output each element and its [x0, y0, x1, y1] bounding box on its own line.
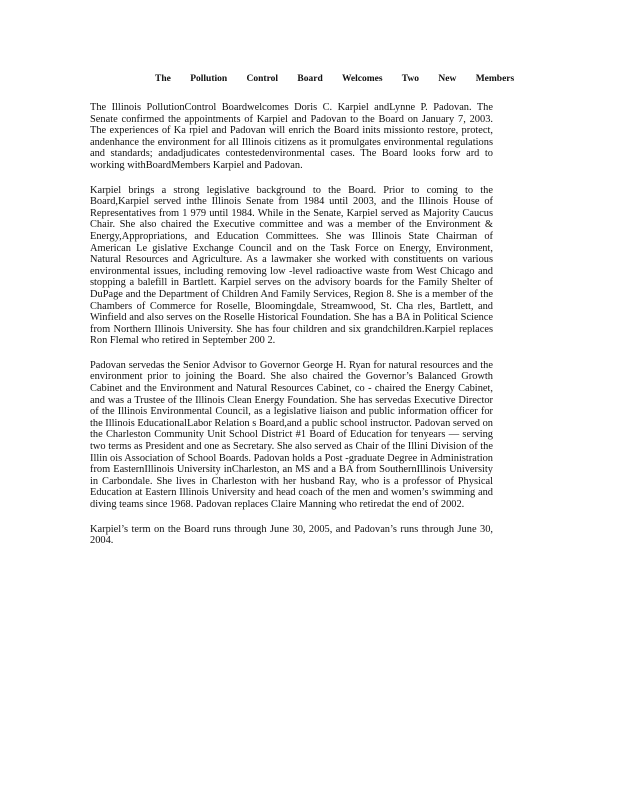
paragraph-padovan: Padovan servedas the Senior Advisor to Governor George H. Ryan for natural resources and the environment prior to joining the Board. She also chaired the Governor’s Balanced Growth Cabinet and the Environment and Natural Resources Cabinet, co - chaired the Energy Cabinet, and was a Trustee of the Illinois Clean Energy Foundation. She has servedas Executive Director of the Illinois Environmental Council, as a legislative liaison and public information officer for the Illinois EducationalLabor Relation s Board,and a public school instructor. Padovan served on the Charleston Community Unit School District #1 Board of Education for tenyears — serving two terms as President and one as Secretary. She also served as Chair of the Illini Division of the Illin ois Association of School Boards. Padovan holds a Post -graduate Degree in Administration from EasternIllinois University inCharleston, an MS and a BA from SouthernIllinois University in Carbondale. She lives in Charleston with her husband Ray, who is a professor of Physical Education at Eastern Illinois University and head coach of the men and women’s swimming and diving teams since 1968. Padovan replaces Claire Manning who retiredat the end of 2002. [90, 359, 493, 510]
paragraph-karpiel: Karpiel brings a strong legislative background to the Board. Prior to coming to the Board,Karpiel served inthe Illinois Senate from 1984 until 2003, and the Illinois House of Representatives from 1 979 until 1984. While in the Senate, Karpiel served as Majority Caucus Chair. She also chaired the Executive committee and was a member of the Environment & Energy,Appropriations, and Education Committees. She was Illinois State Chairman of American Le gislative Exchange Council and on the Task Force on Energy, Environment, Natural Resources and Agriculture. As a lawmaker she worked with constituents on various environmental issues, including removing low -level radioactive waste from West Chicago and stopping a balefill in Bartlett. Karpiel serves on the advisory boards for the Family Shelter of DuPage and the Department of Children And Family Services, Region 8. She is a member of the Chambers of Commerce for Roselle, Bloomingdale, Streamwood, St. Cha rles, Bartlett, and Winfield and also serves on the Roselle Historical Foundation. She has a BA in Political Science from Northern Illinois University. She has four children and six grandchildren.Karpiel replaces Ron Flemal who retired in September 200 2. [90, 184, 493, 347]
paragraph-intro: The Illinois PollutionControl Boardwelcomes Doris C. Karpiel andLynne P. Padovan. The Senate confirmed the appointments of Karpiel and Padovan to the Board on January 7, 2003. The experiences of Ka rpiel and Padovan will enrich the Board inits missionto restore, protect, andenhance the environment for all Illinois citizens as it promulgates environmental regulations and standards; andadjudicates contestedenvironmental cases. The Board looks forw ard to working withBoardMembers Karpiel and Padovan. [90, 102, 493, 171]
document-body [90, 102, 493, 560]
document-title: The Pollution Control Board Welcomes Two New Members [155, 74, 515, 84]
paragraph-terms: Karpiel’s term on the Board runs through June 30, 2005, and Padovan’s runs through June 30, 2004. [90, 523, 493, 547]
